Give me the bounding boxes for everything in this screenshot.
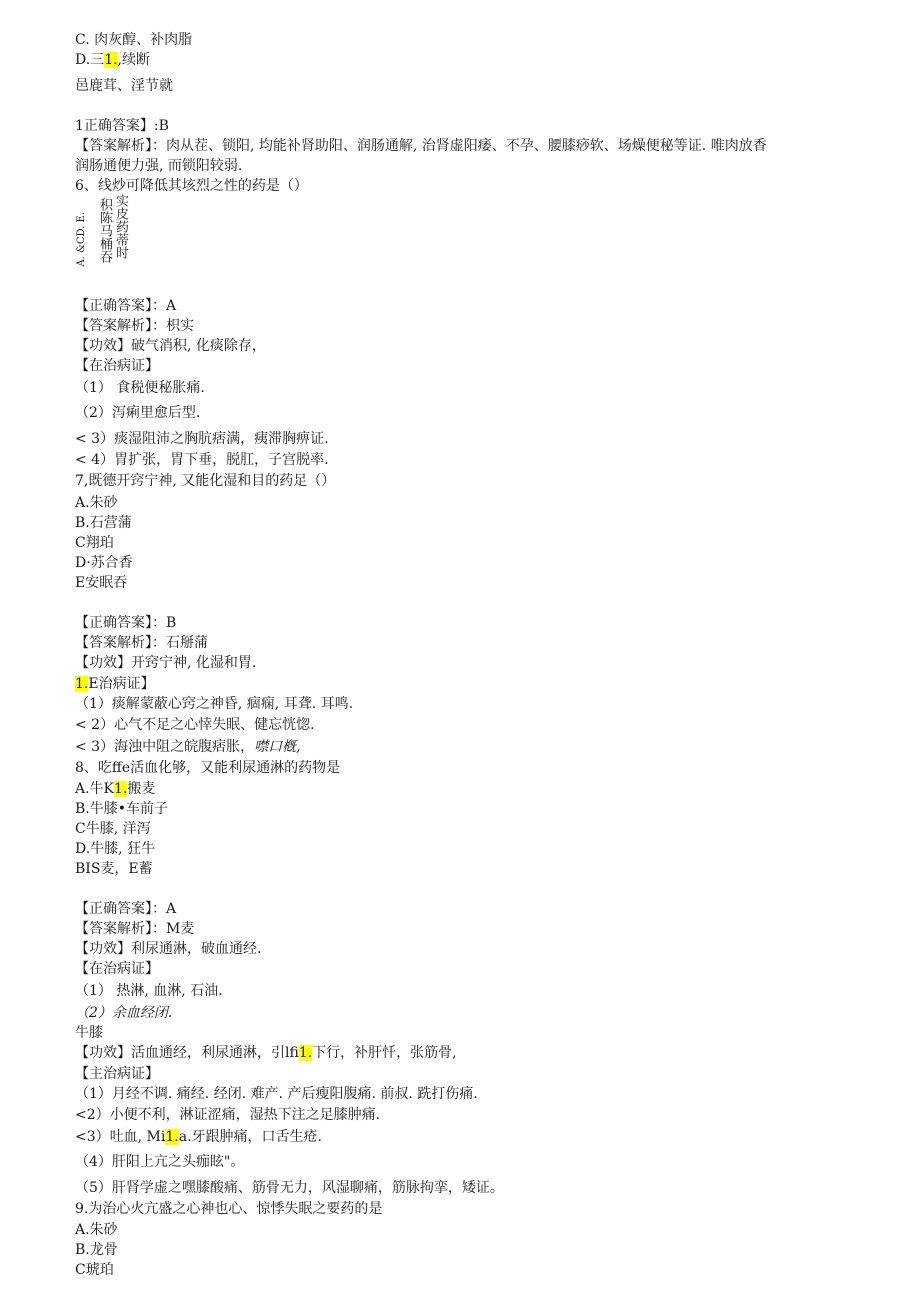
indication-item: < 3）痰湿阻沛之胸肮痞满，痍滞胸痹证. <box>75 431 329 447</box>
indications-heading: 【在治病证】 <box>75 961 159 977</box>
question-9: 9.为治心火亢盛之心神也心、惊悸失眠之要药的是 <box>75 1201 383 1217</box>
answer-explanation-continued: 润肠通便力强, 而锁阳较弱. <box>75 158 243 174</box>
option-a: A.朱砂 <box>75 1222 118 1238</box>
option-d-line <box>75 51 150 69</box>
indication-item: （5）肝肾学虚之嘿膝酸痛、筋骨无力，风湿聊痛，筋脉拘挛，矮证。 <box>75 1180 504 1196</box>
efficacy-line: 【功效】利尿通淋，破血通经. <box>75 941 262 957</box>
indication-item: （2）余血经闭. <box>75 1005 173 1021</box>
answer-explanation-line: 【答案解析】：石掰蒲 <box>75 635 208 651</box>
herb-name: 牛膝 <box>75 1025 103 1041</box>
indication-item: （1） 热淋, 血淋, 石油. <box>75 983 223 999</box>
option-a <box>75 780 155 798</box>
indication-item: < 2）心气不足之心悻失眠、健忘恍惚. <box>75 717 315 733</box>
indication-item <box>75 1128 322 1146</box>
highlighted-text: 1. <box>165 1129 179 1145</box>
highlighted-text: 1. <box>75 676 89 692</box>
italic-text: 噤口槪, <box>254 739 301 755</box>
vertical-option-column-1: 积陈马桶吞 <box>97 198 112 263</box>
indications-heading: 【在治病证】 <box>75 358 159 374</box>
garbled-vertical-options <box>75 194 145 290</box>
correct-answer-line: 【正确答案】：A <box>75 298 177 314</box>
option-b: B.牛膝•车前子 <box>75 801 168 817</box>
highlighted-text: 1. <box>114 781 128 797</box>
option-c: C琥珀 <box>75 1262 114 1278</box>
answer-explanation-line: 【答案解析】：M麦 <box>75 921 195 937</box>
correct-answer-line: 【正确答案】：A <box>75 901 177 917</box>
text-segment: 搬麦 <box>127 781 156 797</box>
option-c: C牛膝, 洋泻 <box>75 821 151 837</box>
option-c: C翔珀 <box>75 535 114 551</box>
text-segment: 【功效】活血通经，利尿通淋，引lfi <box>75 1045 299 1061</box>
option-c-line: C. 肉灰醇、补肉脂 <box>75 32 193 48</box>
text-segment: E治病证】 <box>88 676 155 692</box>
indication-item: （1）痰解蒙蔽心窍之神昏, 痼痫, 耳聋. 耳鸣. <box>75 696 354 712</box>
efficacy-line: 【功效】开窍宁神, 化湿和胃. <box>75 655 257 671</box>
indication-item <box>75 738 301 756</box>
indication-item: （1）月经不调. 痛经. 经闭. 难产. 产后瘦阳腹痛. 前叔. 跣打伤痛. <box>75 1086 478 1102</box>
indication-item: < 4）胃扩张，胃下垂，脱肛，子宫脱率. <box>75 452 329 468</box>
option-b: B.龙骨 <box>75 1242 118 1258</box>
indication-item: （1） 食税便秘胀痛. <box>75 380 205 396</box>
indication-item: （4）肝阳上亢之头痂眩"。 <box>75 1154 245 1170</box>
efficacy-line <box>75 1044 457 1062</box>
answer-explanation-line: 【答案解析】：枳实 <box>75 318 194 334</box>
vertical-option-column-2: 实皮药蒂时 <box>113 194 128 259</box>
question-8: 8、吃ffe活血化够，又能利尿通淋的药物是 <box>75 760 341 776</box>
text-segment: ,续断 <box>117 52 150 68</box>
text-segment: < 3）海浊中阻之皖腹痞胀， <box>75 739 255 755</box>
highlighted-text: 1. <box>104 52 118 68</box>
correct-answer-line: 【正确答案】：B <box>75 615 177 631</box>
option-e-line: 邑鹿茸、淫节就 <box>75 78 173 94</box>
option-d: D.牛膝, 狂牛 <box>75 841 156 857</box>
text-segment: a.牙跟肿痛，口舌生疮. <box>178 1129 322 1145</box>
option-b: B.石营蒲 <box>75 515 132 531</box>
question-6: 6、线炒可降低其垓烈之性的药是（） <box>75 178 308 194</box>
text-segment: A.牛K <box>75 781 115 797</box>
correct-answer-line: 1正确答案】:B <box>75 118 169 134</box>
indication-item: <2）小便不利，淋证涩痛，湿热下注之足膝肿痛. <box>75 1107 381 1123</box>
option-e: BIS麦，E蓄 <box>75 861 153 877</box>
efficacy-line: 【功效】破气消积, 化痰除存， <box>75 338 266 354</box>
option-d: D·苏合香 <box>75 555 133 571</box>
option-e: E安眠吞 <box>75 575 128 591</box>
text-segment: <3）吐血, Mi <box>75 1129 166 1145</box>
text-segment: 下行，补肝忏，张筋骨, <box>312 1045 457 1061</box>
indication-item: （2）泻痢里愈后型. <box>75 405 201 421</box>
vertical-option-letters: A. &CD. E. <box>76 212 87 267</box>
highlighted-text: 1. <box>298 1045 313 1061</box>
indications-heading: 【主治病证】 <box>75 1066 159 1082</box>
option-a: A.朱砂 <box>75 495 118 511</box>
text-segment: D.三 <box>75 52 105 68</box>
answer-explanation-line: 【答案解析】：肉从茬、锁阳, 均能补肾助阳、润肠通解, 治肾虚阳痿、不孕、腰膝痧软、场燥便秘等证. 唯肉放香 <box>75 138 767 154</box>
indications-heading <box>75 675 155 693</box>
question-7: 7,既德开窍宁神, 又能化湿和目的药足（） <box>75 473 336 489</box>
